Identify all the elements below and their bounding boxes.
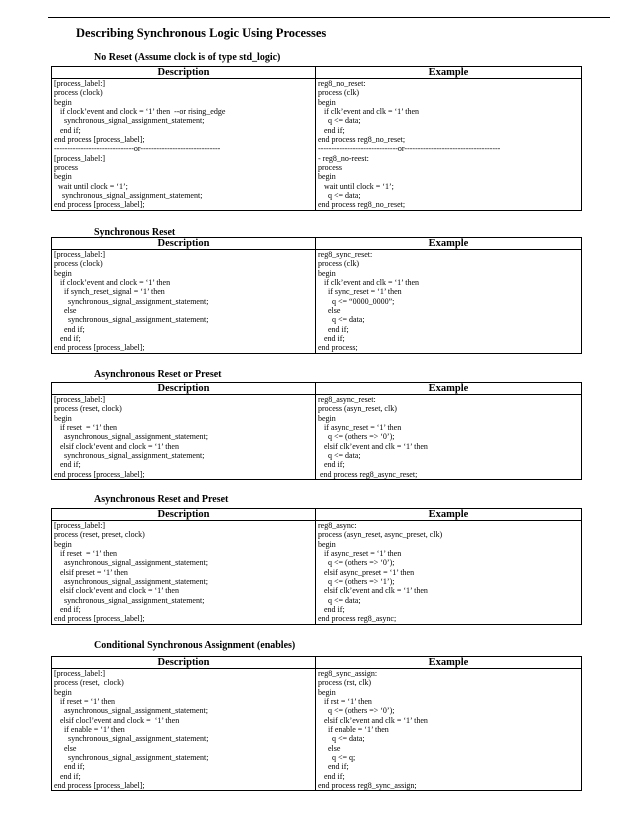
code-line: q <= q; (318, 753, 356, 763)
code-line: synchronous_signal_assignment_statement; (54, 116, 205, 126)
example-header: Example (316, 509, 582, 521)
code-line: wait until clock = ‘1’; (54, 181, 128, 191)
code-line: ------------------------------or------------------------------ (54, 144, 221, 154)
code-line: begin (54, 413, 72, 423)
code-line: begin (318, 413, 336, 423)
description-header: Description (52, 67, 316, 79)
code-line: if async_reset = ‘1’ then (318, 423, 402, 433)
description-header: Description (52, 657, 316, 669)
section-heading: Asynchronous Reset or Preset (94, 369, 222, 380)
table-row (52, 521, 582, 625)
code-line: reg8_sync_reset: (318, 250, 373, 259)
code-line: asynchronous_signal_assignment_statement; (54, 558, 208, 568)
example-header: Example (316, 657, 582, 669)
code-line: if rst = ‘1’ then (318, 697, 372, 707)
code-line: synchronous_signal_assignment_statement; (54, 734, 209, 744)
code-line: end process [process_label]; (54, 200, 145, 210)
code-line: end process reg8_async_reset; (318, 469, 418, 479)
code-line: process (318, 163, 342, 173)
code-line: asynchronous_signal_assignment_statement; (54, 432, 208, 442)
description-cell (52, 395, 316, 480)
code-line: reg8_async: (318, 521, 357, 530)
code-line: end process [process_label]; (54, 135, 145, 145)
section-heading: Conditional Synchronous Assignment (enables) (94, 640, 296, 651)
code-line: begin (54, 539, 72, 549)
example-cell (316, 395, 582, 480)
code-line: [process_label:] (54, 153, 106, 163)
code-line: [process_label:] (54, 79, 106, 88)
code-line: synchronous_signal_assignment_statement; (54, 595, 205, 605)
code-line: end if; (318, 334, 345, 344)
code-line: end if; (54, 334, 81, 344)
code-line: asynchronous_signal_assignment_statement; (54, 706, 208, 716)
code-line: else (318, 306, 341, 316)
code-line: begin (54, 97, 72, 107)
table-header-row (52, 383, 582, 395)
code-line: reg8_no_reset: (318, 79, 366, 88)
example-header: Example (316, 383, 582, 395)
code-line: end if; (318, 605, 345, 615)
code-line: [process_label:] (54, 250, 106, 259)
code-line: q <= data; (318, 191, 361, 201)
code-line: if enable = ‘1’ then (54, 725, 125, 735)
section-heading: Asynchronous Reset and Preset (94, 494, 229, 505)
code-line: elsif async_preset = ‘1’ then (318, 567, 415, 577)
code-line: end process [process_label]; (54, 614, 145, 624)
code-line: [process_label:] (54, 521, 106, 530)
code-line: reg8_sync_assign: (318, 669, 378, 678)
code-line: - reg8_no-reest: (318, 153, 369, 163)
table-row (52, 250, 582, 354)
code-table (51, 508, 582, 625)
code-line: synchronous_signal_assignment_statement; (54, 753, 209, 763)
code-line: process (reset, preset, clock) (54, 530, 145, 540)
code-line: synchronous_signal_assignment_statement; (54, 296, 209, 306)
section-heading: No Reset (Assume clock is of type std_logic) (94, 52, 281, 63)
code-line: if async_reset = ‘1’ then (318, 549, 402, 559)
code-line: end process [process_label]; (54, 781, 145, 791)
code-line: begin (318, 268, 336, 278)
code-line: elsif clocl’event and clock = ‘1’ then (54, 715, 180, 725)
code-line: begin (318, 97, 336, 107)
code-line: [process_label:] (54, 669, 106, 678)
code-line: else (54, 743, 77, 753)
code-line: end if; (54, 762, 85, 772)
table-row (52, 669, 582, 791)
top-rule (48, 17, 610, 18)
example-cell (316, 669, 582, 791)
code-line: process (rst, clk) (318, 678, 372, 688)
example-cell (316, 250, 582, 354)
code-line: if clk’event and clk = ‘1’ then (318, 278, 419, 288)
code-line: end if; (54, 605, 81, 615)
example-header: Example (316, 67, 582, 79)
example-header: Example (316, 238, 582, 250)
code-line: end if; (318, 762, 349, 772)
code-line: end process reg8_sync_assign; (318, 781, 417, 791)
code-line: reg8_async_reset: (318, 395, 376, 404)
code-line: else (318, 743, 341, 753)
code-line: end if; (318, 125, 345, 135)
code-line: process (clk) (318, 259, 360, 269)
table-header-row (52, 67, 582, 79)
code-line: if clock’event and clock = ‘1’ then --or rising_edge (54, 107, 226, 117)
description-header: Description (52, 509, 316, 521)
code-line: begin (54, 268, 72, 278)
code-line: process (54, 163, 78, 173)
table-row (52, 395, 582, 480)
description-header: Description (52, 383, 316, 395)
code-line: q <= “0000_0000”; (318, 296, 395, 306)
code-line: begin (318, 687, 336, 697)
code-line: end if; (54, 460, 81, 470)
code-table (51, 656, 582, 791)
code-line: wait until clock = ‘1’; (318, 181, 394, 191)
code-line: elsif preset = ‘1’ then (54, 567, 128, 577)
table-header-row (52, 238, 582, 250)
section-heading: Synchronous Reset (94, 227, 176, 238)
code-line: q <= (others => ‘0’); (318, 558, 395, 568)
code-table (51, 382, 582, 480)
description-header: Description (52, 238, 316, 250)
code-line: synchronous_signal_assignment_statement; (54, 315, 209, 325)
description-cell (52, 669, 316, 791)
code-line: elsif clock’event and clock = ‘1’ then (54, 441, 179, 451)
code-line: process (reset, clock) (54, 404, 122, 414)
code-line: q <= data; (318, 451, 361, 461)
code-line: end if; (54, 324, 85, 334)
table-header-row (52, 657, 582, 669)
code-line: process (asyn_reset, clk) (318, 404, 397, 414)
code-line: synchronous_signal_assignment_statement; (54, 191, 203, 201)
code-line: q <= data; (318, 734, 365, 744)
code-line: if sync_reset = ‘1’ then (318, 287, 402, 297)
code-line: ------------------------------or------------------------------------ (318, 144, 501, 154)
code-line: end if; (318, 460, 345, 470)
code-line: q <= (others => ‘1’); (318, 577, 395, 587)
code-line: q <= data; (318, 315, 365, 325)
code-line: process (asyn_reset, async_preset, clk) (318, 530, 443, 540)
code-line: end process reg8_async; (318, 614, 397, 624)
table-row (52, 79, 582, 211)
code-line: q <= data; (318, 595, 361, 605)
code-line: elsif clk’event and clk = ‘1’ then (318, 441, 428, 451)
code-line: end process [process_label]; (54, 343, 145, 353)
code-line: if reset = ‘1’ then (54, 423, 118, 433)
code-line: q <= data; (318, 116, 361, 126)
code-line: [process_label:] (54, 395, 106, 404)
code-line: end if; (318, 771, 345, 781)
code-line: end process; (318, 343, 358, 353)
code-line: if clock’event and clock = ‘1’ then (54, 278, 171, 288)
page-title: Describing Synchronous Logic Using Processes (76, 26, 327, 40)
code-line: process (clk) (318, 88, 360, 98)
code-line: else (54, 306, 77, 316)
code-line: begin (54, 172, 72, 182)
description-cell (52, 79, 316, 211)
code-line: end if; (54, 771, 81, 781)
code-line: if synch_reset_signal = ‘1’ then (54, 287, 165, 297)
example-cell (316, 521, 582, 625)
code-line: asynchronous_signal_assignment_statement; (54, 577, 208, 587)
table-header-row (52, 509, 582, 521)
example-cell (316, 79, 582, 211)
code-table (51, 237, 582, 354)
description-cell (52, 250, 316, 354)
code-line: if enable = ‘1’ then (318, 725, 389, 735)
code-line: begin (318, 172, 336, 182)
code-line: if clk’event and clk = ‘1’ then (318, 107, 419, 117)
code-line: end if; (318, 324, 349, 334)
code-line: if reset = ‘1’ then (54, 697, 116, 707)
code-line: elsif clk’event and clk = ‘1’ then (318, 586, 428, 596)
code-line: process (clock) (54, 259, 103, 269)
code-line: process (clock) (54, 88, 103, 98)
code-line: end process reg8_no_reset; (318, 135, 406, 145)
description-cell (52, 521, 316, 625)
code-line: end process [process_label]; (54, 469, 145, 479)
code-line: elsif clock’event and clock = ‘1’ then (54, 586, 179, 596)
code-line: end process reg8_no_reset; (318, 200, 406, 210)
code-line: end if; (54, 125, 81, 135)
code-line: if reset = ‘1’ then (54, 549, 118, 559)
code-line: begin (318, 539, 336, 549)
code-line: q <= (others => ‘0’); (318, 432, 395, 442)
code-line: q <= (others => ‘0’); (318, 706, 395, 716)
code-line: elsif clk’event and clk = ‘1’ then (318, 715, 428, 725)
code-table (51, 66, 582, 211)
code-line: begin (54, 687, 72, 697)
code-line: synchronous_signal_assignment_statement; (54, 451, 205, 461)
code-line: process (reset, clock) (54, 678, 124, 688)
